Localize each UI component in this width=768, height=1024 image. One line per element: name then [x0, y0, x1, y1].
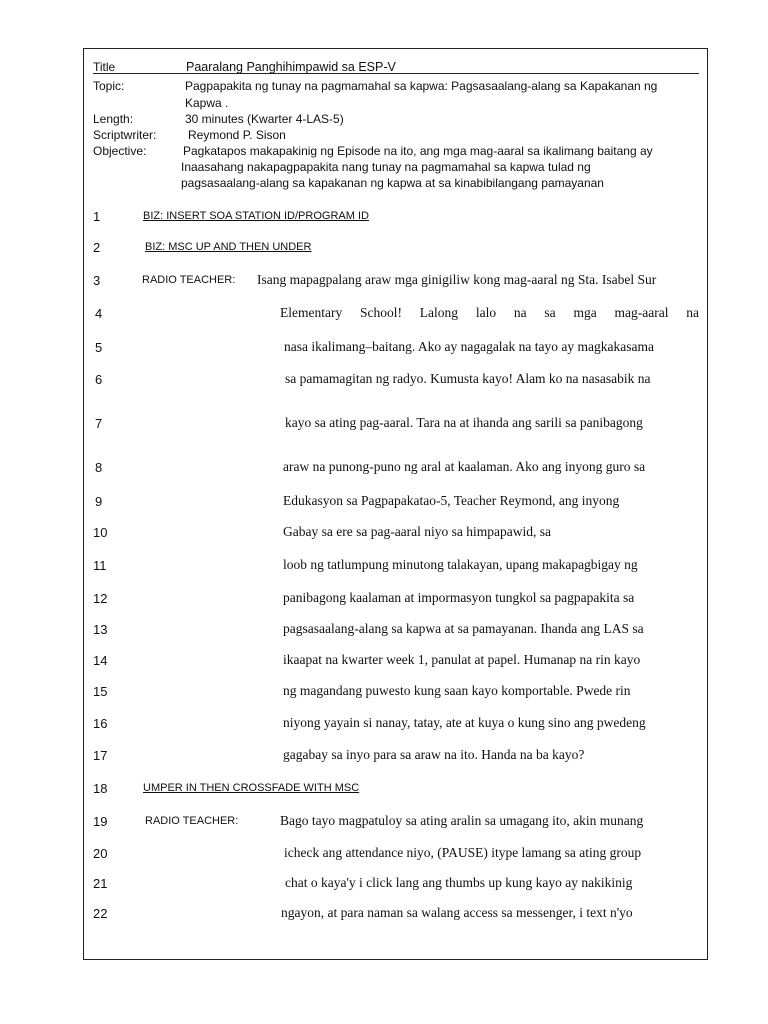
line-number: 1	[93, 209, 101, 224]
line-number: 19	[93, 814, 108, 829]
production-cue: BIZ: INSERT SOA STATION ID/PROGRAM ID	[143, 210, 369, 222]
line-number: 22	[93, 906, 108, 921]
script-text: ngayon, at para naman sa walang access sa messenger, i text n'yo	[281, 905, 633, 920]
scriptwriter-label: Scriptwriter:	[93, 128, 157, 142]
line-number: 9	[95, 494, 103, 509]
objective-label: Objective:	[93, 144, 147, 158]
objective-line-3: pagsasaalang-alang sa kapakanan ng kapwa at sa kinabibilangang pamayanan	[181, 176, 604, 190]
script-text: sa pamamagitan ng radyo. Kumusta kayo! Alam ko na nasasabik na	[285, 371, 651, 386]
line-number: 5	[95, 340, 103, 355]
line-number: 6	[95, 372, 103, 387]
title-divider	[93, 73, 699, 74]
script-text: ng magandang puwesto kung saan kayo komportable. Pwede rin	[283, 683, 631, 698]
line-number: 2	[93, 240, 101, 255]
line-number: 12	[93, 591, 108, 606]
script-text: gagabay sa inyo para sa araw na ito. Handa na ba kayo?	[283, 747, 585, 762]
topic-line-1: Pagpapakita ng tunay na pagmamahal sa kapwa: Pagsasaalang-alang sa Kapakanan ng	[185, 79, 658, 93]
title-value: Paaralang Panghihimpawid sa ESP-V	[186, 60, 396, 74]
objective-line-1: Pagkatapos makapakinig ng Episode na ito, ang mga mag-aaral sa ikalimang baitang ay	[183, 144, 653, 158]
scriptwriter-value: Reymond P. Sison	[188, 128, 286, 142]
script-text: loob ng tatlumpung minutong talakayan, upang makapagbigay ng	[283, 557, 638, 572]
line-number: 13	[93, 622, 108, 637]
script-text: Isang mapagpalang araw mga ginigiliw kong mag-aaral ng Sta. Isabel Sur	[257, 272, 657, 287]
line-number: 14	[93, 653, 108, 668]
speaker-label: RADIO TEACHER:	[142, 274, 236, 286]
line-number: 20	[93, 846, 108, 861]
script-text: Bago tayo magpatuloy sa ating aralin sa umagang ito, akin munang	[280, 813, 644, 828]
script-text: ikaapat na kwarter week 1, panulat at papel. Humanap na rin kayo	[283, 652, 641, 667]
topic-label: Topic:	[93, 79, 125, 93]
line-number: 18	[93, 781, 108, 796]
script-text: Gabay sa ere sa pag-aaral niyo sa himpapawid, sa	[283, 524, 552, 539]
line-number: 16	[93, 716, 108, 731]
production-cue: BIZ: MSC UP AND THEN UNDER	[145, 241, 312, 253]
speaker-label: RADIO TEACHER:	[145, 815, 239, 827]
length-value: 30 minutes (Kwarter 4-LAS-5)	[185, 112, 344, 126]
line-number: 3	[93, 273, 101, 288]
script-text: niyong yayain si nanay, tatay, ate at kuya o kung sino ang pwedeng	[283, 715, 646, 730]
script-text: Elementary School! Lalong lalo na sa mga mag-aaral na	[280, 305, 699, 320]
line-number: 17	[93, 748, 108, 763]
line-number: 11	[93, 558, 107, 573]
script-text: araw na punong-puno ng aral at kaalaman. Ako ang inyong guro sa	[283, 459, 646, 474]
length-label: Length:	[93, 112, 134, 126]
script-text: nasa ikalimang–baitang. Ako ay nagagalak na tayo ay magkakasama	[284, 339, 654, 354]
line-number: 7	[95, 416, 103, 431]
line-number: 4	[95, 306, 103, 321]
line-number: 15	[93, 684, 108, 699]
objective-line-2: Inaasahang nakapagpapakita nang tunay na pagmamahal sa kapwa tulad ng	[181, 160, 591, 174]
production-cue: UMPER IN THEN CROSSFADE WITH MSC	[143, 782, 360, 794]
line-number: 8	[95, 460, 103, 475]
script-text: pagsasaalang-alang sa kapwa at sa pamayanan. Ihanda ang LAS sa	[283, 621, 644, 636]
script-text: chat o kaya'y i click lang ang thumbs up kung kayo ay nakikinig	[285, 875, 633, 890]
script-text: panibagong kaalaman at impormasyon tungkol sa pagpapakita sa	[283, 590, 635, 605]
topic-line-2: Kapwa .	[185, 96, 229, 110]
line-number: 10	[93, 525, 108, 540]
line-number: 21	[93, 876, 108, 891]
script-text: kayo sa ating pag-aaral. Tara na at ihanda ang sarili sa panibagong	[285, 415, 643, 430]
script-text: icheck ang attendance niyo, (PAUSE) itype lamang sa ating group	[284, 845, 642, 860]
script-text: Edukasyon sa Pagpapakatao-5, Teacher Reymond, ang inyong	[283, 493, 620, 508]
title-label: Title	[93, 60, 116, 74]
